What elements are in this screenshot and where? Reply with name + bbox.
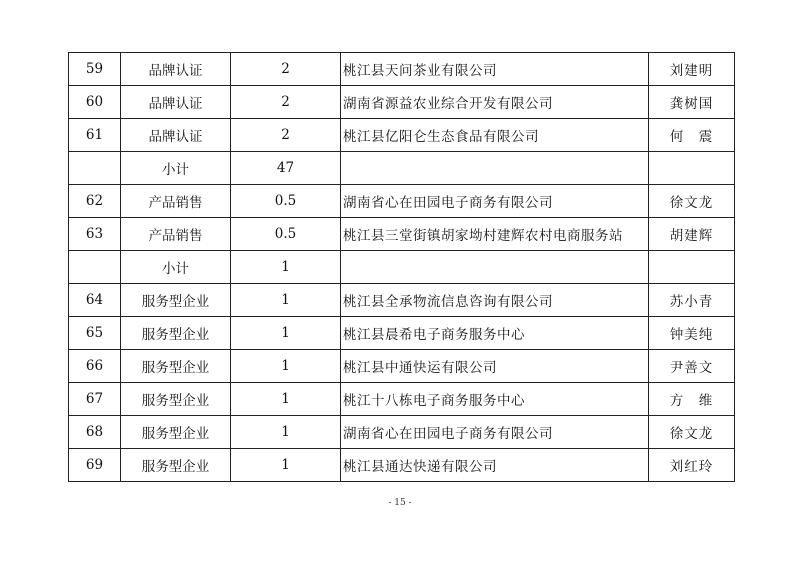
contact-person-cell: 方 维 [649, 383, 735, 416]
company-cell: 桃江县天问茶业有限公司 [341, 53, 649, 86]
contact-person-cell: 钟美纯 [649, 317, 735, 350]
row-number-cell: 64 [69, 284, 121, 317]
table-row [69, 53, 735, 86]
row-number-cell [69, 152, 121, 185]
row-number-cell [69, 251, 121, 284]
page-number: - 15 - [388, 498, 412, 508]
company-cell: 桃江县晨希电子商务服务中心 [341, 317, 649, 350]
company-cell: 桃江县全承物流信息咨询有限公司 [341, 284, 649, 317]
category-cell: 服务型企业 [121, 350, 231, 383]
company-cell: 桃江县中通快运有限公司 [341, 350, 649, 383]
company-cell: 桃江县三堂街镇胡家坳村建辉农村电商服务站 [341, 218, 649, 251]
table-row [69, 317, 735, 350]
contact-person-cell [649, 251, 735, 284]
contact-person-cell: 徐文龙 [649, 185, 735, 218]
amount-cell: 1 [231, 317, 341, 350]
contact-person-cell: 胡建辉 [649, 218, 735, 251]
table-row [69, 86, 735, 119]
amount-cell: 1 [231, 416, 341, 449]
contact-person-cell: 龚树国 [649, 86, 735, 119]
row-number-cell: 59 [69, 53, 121, 86]
category-cell: 品牌认证 [121, 53, 231, 86]
row-number-cell: 68 [69, 416, 121, 449]
table-row [69, 119, 735, 152]
contact-person-cell: 徐文龙 [649, 416, 735, 449]
row-number-cell: 66 [69, 350, 121, 383]
table-row [69, 383, 735, 416]
company-cell: 桃江十八栋电子商务服务中心 [341, 383, 649, 416]
company-cell: 湖南省源益农业综合开发有限公司 [341, 86, 649, 119]
table-row [69, 185, 735, 218]
row-number-cell: 69 [69, 449, 121, 482]
row-number-cell: 67 [69, 383, 121, 416]
company-cell: 湖南省心在田园电子商务有限公司 [341, 185, 649, 218]
row-number-cell: 65 [69, 317, 121, 350]
company-cell: 桃江县亿阳仑生态食品有限公司 [341, 119, 649, 152]
amount-cell: 1 [231, 383, 341, 416]
category-cell: 产品销售 [121, 185, 231, 218]
amount-cell: 2 [231, 86, 341, 119]
contact-person-cell: 苏小青 [649, 284, 735, 317]
amount-cell: 47 [231, 152, 341, 185]
category-cell: 品牌认证 [121, 86, 231, 119]
table-row [69, 416, 735, 449]
company-cell: 湖南省心在田园电子商务有限公司 [341, 416, 649, 449]
category-cell: 产品销售 [121, 218, 231, 251]
row-number-cell: 60 [69, 86, 121, 119]
category-cell: 小计 [121, 152, 231, 185]
subtotal-row [69, 251, 735, 284]
table-row [69, 449, 735, 482]
amount-cell: 1 [231, 251, 341, 284]
contact-person-cell: 刘建明 [649, 53, 735, 86]
amount-cell: 2 [231, 119, 341, 152]
table-row [69, 218, 735, 251]
table-row [69, 350, 735, 383]
row-number-cell: 61 [69, 119, 121, 152]
category-cell: 服务型企业 [121, 383, 231, 416]
amount-cell: 1 [231, 284, 341, 317]
contact-person-cell: 刘红玲 [649, 449, 735, 482]
category-cell: 服务型企业 [121, 317, 231, 350]
contact-person-cell [649, 152, 735, 185]
subtotal-row [69, 152, 735, 185]
company-cell [341, 152, 649, 185]
amount-cell: 1 [231, 449, 341, 482]
subsidy-table [68, 52, 735, 482]
amount-cell: 2 [231, 53, 341, 86]
category-cell: 服务型企业 [121, 284, 231, 317]
contact-person-cell: 尹善文 [649, 350, 735, 383]
company-cell [341, 251, 649, 284]
category-cell: 服务型企业 [121, 416, 231, 449]
category-cell: 小计 [121, 251, 231, 284]
table-row [69, 284, 735, 317]
amount-cell: 0.5 [231, 185, 341, 218]
category-cell: 品牌认证 [121, 119, 231, 152]
category-cell: 服务型企业 [121, 449, 231, 482]
contact-person-cell: 何 震 [649, 119, 735, 152]
row-number-cell: 63 [69, 218, 121, 251]
company-cell: 桃江县通达快递有限公司 [341, 449, 649, 482]
amount-cell: 1 [231, 350, 341, 383]
amount-cell: 0.5 [231, 218, 341, 251]
row-number-cell: 62 [69, 185, 121, 218]
